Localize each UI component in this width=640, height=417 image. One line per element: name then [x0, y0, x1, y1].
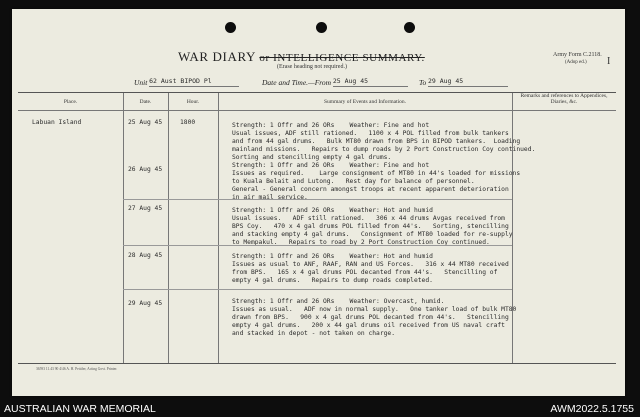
unit-field — [134, 77, 239, 89]
entry-separator — [123, 199, 512, 200]
diary-table — [18, 92, 616, 364]
unit-label: Unit — [134, 78, 148, 87]
entry-summary-line: Issues as usual. ADF now in normal supply. One tanker load of bulk MT80 — [232, 306, 517, 313]
entry-summary-line: BPS Coy. 470 x 4 gal drums POL filled from 44's. Sorting, stencilling — [232, 223, 509, 230]
entry-date: 27 Aug 45 — [128, 205, 163, 212]
entry-summary-line: Usual issues. ADF still rationed. 306 x 44 drums Avgas received from — [232, 215, 505, 222]
army-form-number: Army Form C.2118. — [553, 52, 602, 58]
from-date-value: 25 Aug 45 — [332, 77, 369, 85]
accession-number: AWM2022.5.1755 — [550, 403, 634, 415]
entry-separator — [123, 245, 512, 246]
entry-summary-line: Issues as usual to ANF, RAAF, RAN and US Forces. 316 x 44 MT80 received — [232, 261, 509, 268]
entry-separator — [123, 289, 512, 290]
army-form-sub: (Adop ed.) — [565, 60, 587, 65]
entry-summary-line: Strength: 1 Offr and 26 ORs Weather: Fine and hot — [232, 122, 430, 129]
date-from-field — [262, 77, 408, 89]
binder-hole-right — [404, 22, 415, 33]
entry-summary-line: and from 44 gal drums. Bulk MT80 drawn from BPS in BIPOD tankers. Loading — [232, 138, 521, 145]
entry-summary-line: Issues as required. Large consignment of MT80 in 44's loaded for missions — [232, 170, 521, 177]
entry-date: 26 Aug 45 — [128, 166, 163, 173]
column-header-summary: Summary of Events and Information. — [323, 99, 407, 105]
binder-hole-left — [225, 22, 236, 33]
entry-place: Labuan Island — [32, 119, 82, 126]
to-label: To — [419, 78, 427, 87]
entry-date: 25 Aug 45 — [128, 119, 163, 126]
column-header-hour: Hour. — [186, 99, 200, 105]
entry-summary-line: empty 4 gal drums. 200 x 44 gal drums oil received from US naval craft — [232, 322, 505, 329]
column-header-place: Place. — [63, 99, 78, 105]
column-header-remarks: Remarks and references to Appendices, Diaries, &c. — [520, 93, 608, 105]
diary-page — [12, 9, 625, 396]
entry-summary-line: and stacked in depot - not taken on charge. — [232, 330, 396, 337]
entry-summary-line: from BPS. 165 x 4 gal drums POL decanted from 44's. Stencilling of — [232, 269, 498, 276]
entry-summary-line: mainland missions. Repairs to dump roads by 2 Port Construction Coy continued. — [232, 146, 536, 153]
handwritten-tick-mark: I — [607, 56, 611, 67]
printer-imprint: 36593 11.43 90 4/46 A. H. Pettifer, Acting Govt. Printer. — [36, 367, 118, 371]
entry-summary-line: Strength: 1 Offr and 26 ORs Weather: Overcast, humid. — [232, 298, 445, 305]
title-struck-text: or INTELLIGENCE SUMMARY. — [259, 52, 425, 64]
entry-summary-line: to Mempakul. Repairs to road by 2 Port Construction Coy continued. — [232, 239, 490, 246]
entry-summary-line: Usual issues, ADF still rationed. 1100 x 4 POL filled from bulk tankers — [232, 130, 509, 137]
date-time-from-label: Date and Time.—From — [262, 78, 332, 87]
date-to-field — [419, 77, 508, 89]
army-form-label — [553, 51, 602, 67]
entry-summary-line: General - General concern amongst troops at recent apparent deterioration — [232, 186, 509, 193]
erase-note: (Erase heading not required.) — [277, 64, 347, 70]
entry-date: 29 Aug 45 — [128, 300, 163, 307]
unit-value: 62 Aust BIPOD Pl — [149, 77, 212, 85]
entry-summary-line: and stacking empty 4 gal drums. Consignment of MT80 loaded for re-supply — [232, 231, 513, 238]
entry-summary-line: Sorting and stencilling empty 4 gal drums. — [232, 154, 392, 161]
institution-credit: AUSTRALIAN WAR MEMORIAL — [4, 403, 156, 415]
entry-summary-line: Strength: 1 Offr and 26 ORs Weather: Hot and humid — [232, 207, 433, 214]
entry-summary-line: in air mail service. — [232, 194, 308, 201]
page-title — [178, 49, 425, 65]
entry-hour: 1800 — [180, 119, 196, 126]
title-war-diary: WAR DIARY — [178, 49, 256, 64]
entry-summary-line: Strength: 1 Offr and 26 ORs Weather: Hot and humid — [232, 253, 433, 260]
to-date-value: 29 Aug 45 — [427, 77, 464, 85]
credit-bar — [0, 402, 640, 417]
entry-summary-line: drawn from BPS. 900 x 4 gal drums POL decanted from 44's. Stencilling — [232, 314, 509, 321]
entry-summary-line: to Kuala Belait and Lutong. Rest day for balance of personnel. — [232, 178, 475, 185]
entry-summary-line: empty 4 gal drums. Repairs to dump roads completed. — [232, 277, 433, 284]
entry-date: 28 Aug 45 — [128, 252, 163, 259]
entry-summary-line: Strength: 1 Offr and 26 ORs Weather: Fine and hot — [232, 162, 430, 169]
column-header-date: Date. — [139, 99, 152, 105]
binder-hole-center — [316, 22, 327, 33]
